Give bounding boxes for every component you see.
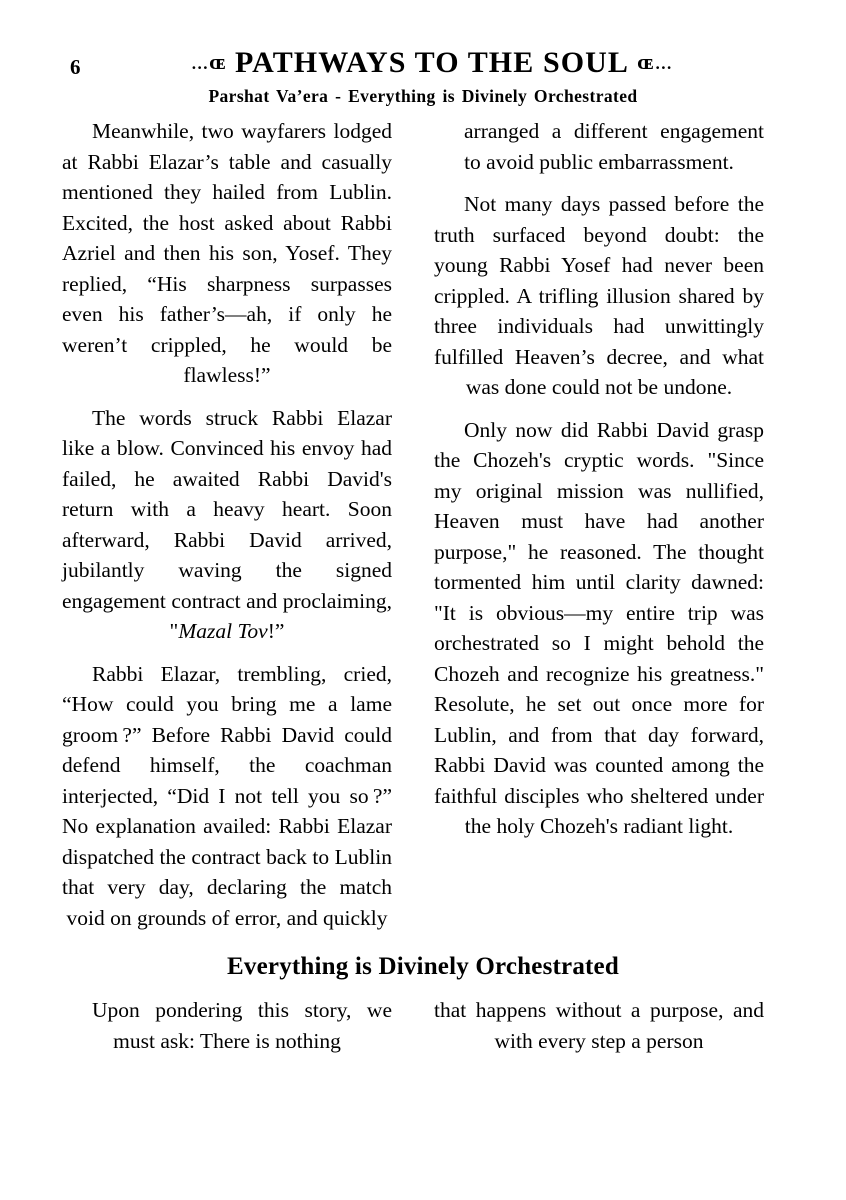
main-text-columns: [62, 116, 784, 933]
right-column: [434, 116, 764, 933]
page-number: 6: [70, 55, 81, 79]
chapter-subtitle: Parshat Va’era - Everything is Divinely Orchestrated: [208, 86, 638, 106]
left-column-bottom: [62, 995, 392, 1056]
running-head: [62, 46, 784, 106]
paragraph: arranged a different engagement to avoid public embarrassment.: [464, 119, 764, 174]
paragraph: Rabbi Elazar, trembling, cried, “How could you bring me a lame groom ?” Before Rabbi David could defend himself, the coachman interjected, “Did I not tell you so ?” No explanation availed: Rabbi Elazar dispatched the contract back to Lublin that very day, declaring the match void on grounds of error, and quickly: [62, 661, 392, 930]
section-heading: Everything is Divinely Orchestrated: [227, 953, 619, 980]
paragraph: Upon pondering this story, we must ask: There is nothing: [92, 998, 392, 1053]
ornament-right-swirl-icon: ɶ: [637, 49, 655, 74]
paragraph: The words struck Rabbi Elazar like a blow. Convinced his envoy had failed, he awaited Rabbi David's return with a heavy heart. Soon afterward, Rabbi David arrived, jubilantly waving the signed engagement contract and proclaiming, "Mazal Tov!”: [62, 405, 392, 643]
header-title-line: [62, 46, 784, 80]
paragraph: Not many days passed before the truth surfaced beyond doubt: the young Rabbi Yosef had never been crippled. A trifling illusion shared by three individuals had unwittingly fulfilled Heaven’s decree, and what was done could not be undone.: [434, 192, 764, 399]
ornament-left-swirl-icon: ɶ: [209, 49, 227, 74]
paragraph: Meanwhile, two wayfarers lodged at Rabbi Elazar’s table and casually mentioned they hailed from Lublin. Excited, the host asked about Rabbi Azriel and then his son, Yosef. They replied, “His sharpness surpasses even his father’s—ah, if only he weren’t crippled, he would be flawless!”: [62, 119, 392, 387]
right-column-bottom: [434, 995, 764, 1056]
section-text-columns: [62, 995, 784, 1056]
paragraph: that happens without a purpose, and with every step a person: [434, 998, 764, 1053]
left-column: [62, 116, 392, 933]
paragraph: Only now did Rabbi David grasp the Chozeh's cryptic words. "Since my original mission was nullified, Heaven must have had another purpose," he reasoned. The thought tormented him until clarity dawned: "It is obvious—my entire trip was orchestrated so I might behold the Chozeh and recognize his greatness." Resolute, he set out once more for Lublin, and from that day forward, Rabbi David was counted among the faithful disciples who sheltered under the holy Chozeh's radiant light.: [434, 417, 764, 838]
ornament-right-dots-icon: …: [654, 54, 673, 73]
italic-phrase: Mazal Tov: [178, 619, 268, 643]
book-title: PATHWAYS TO THE SOUL: [234, 46, 630, 79]
ornament-left-dots-icon: …: [191, 54, 210, 73]
